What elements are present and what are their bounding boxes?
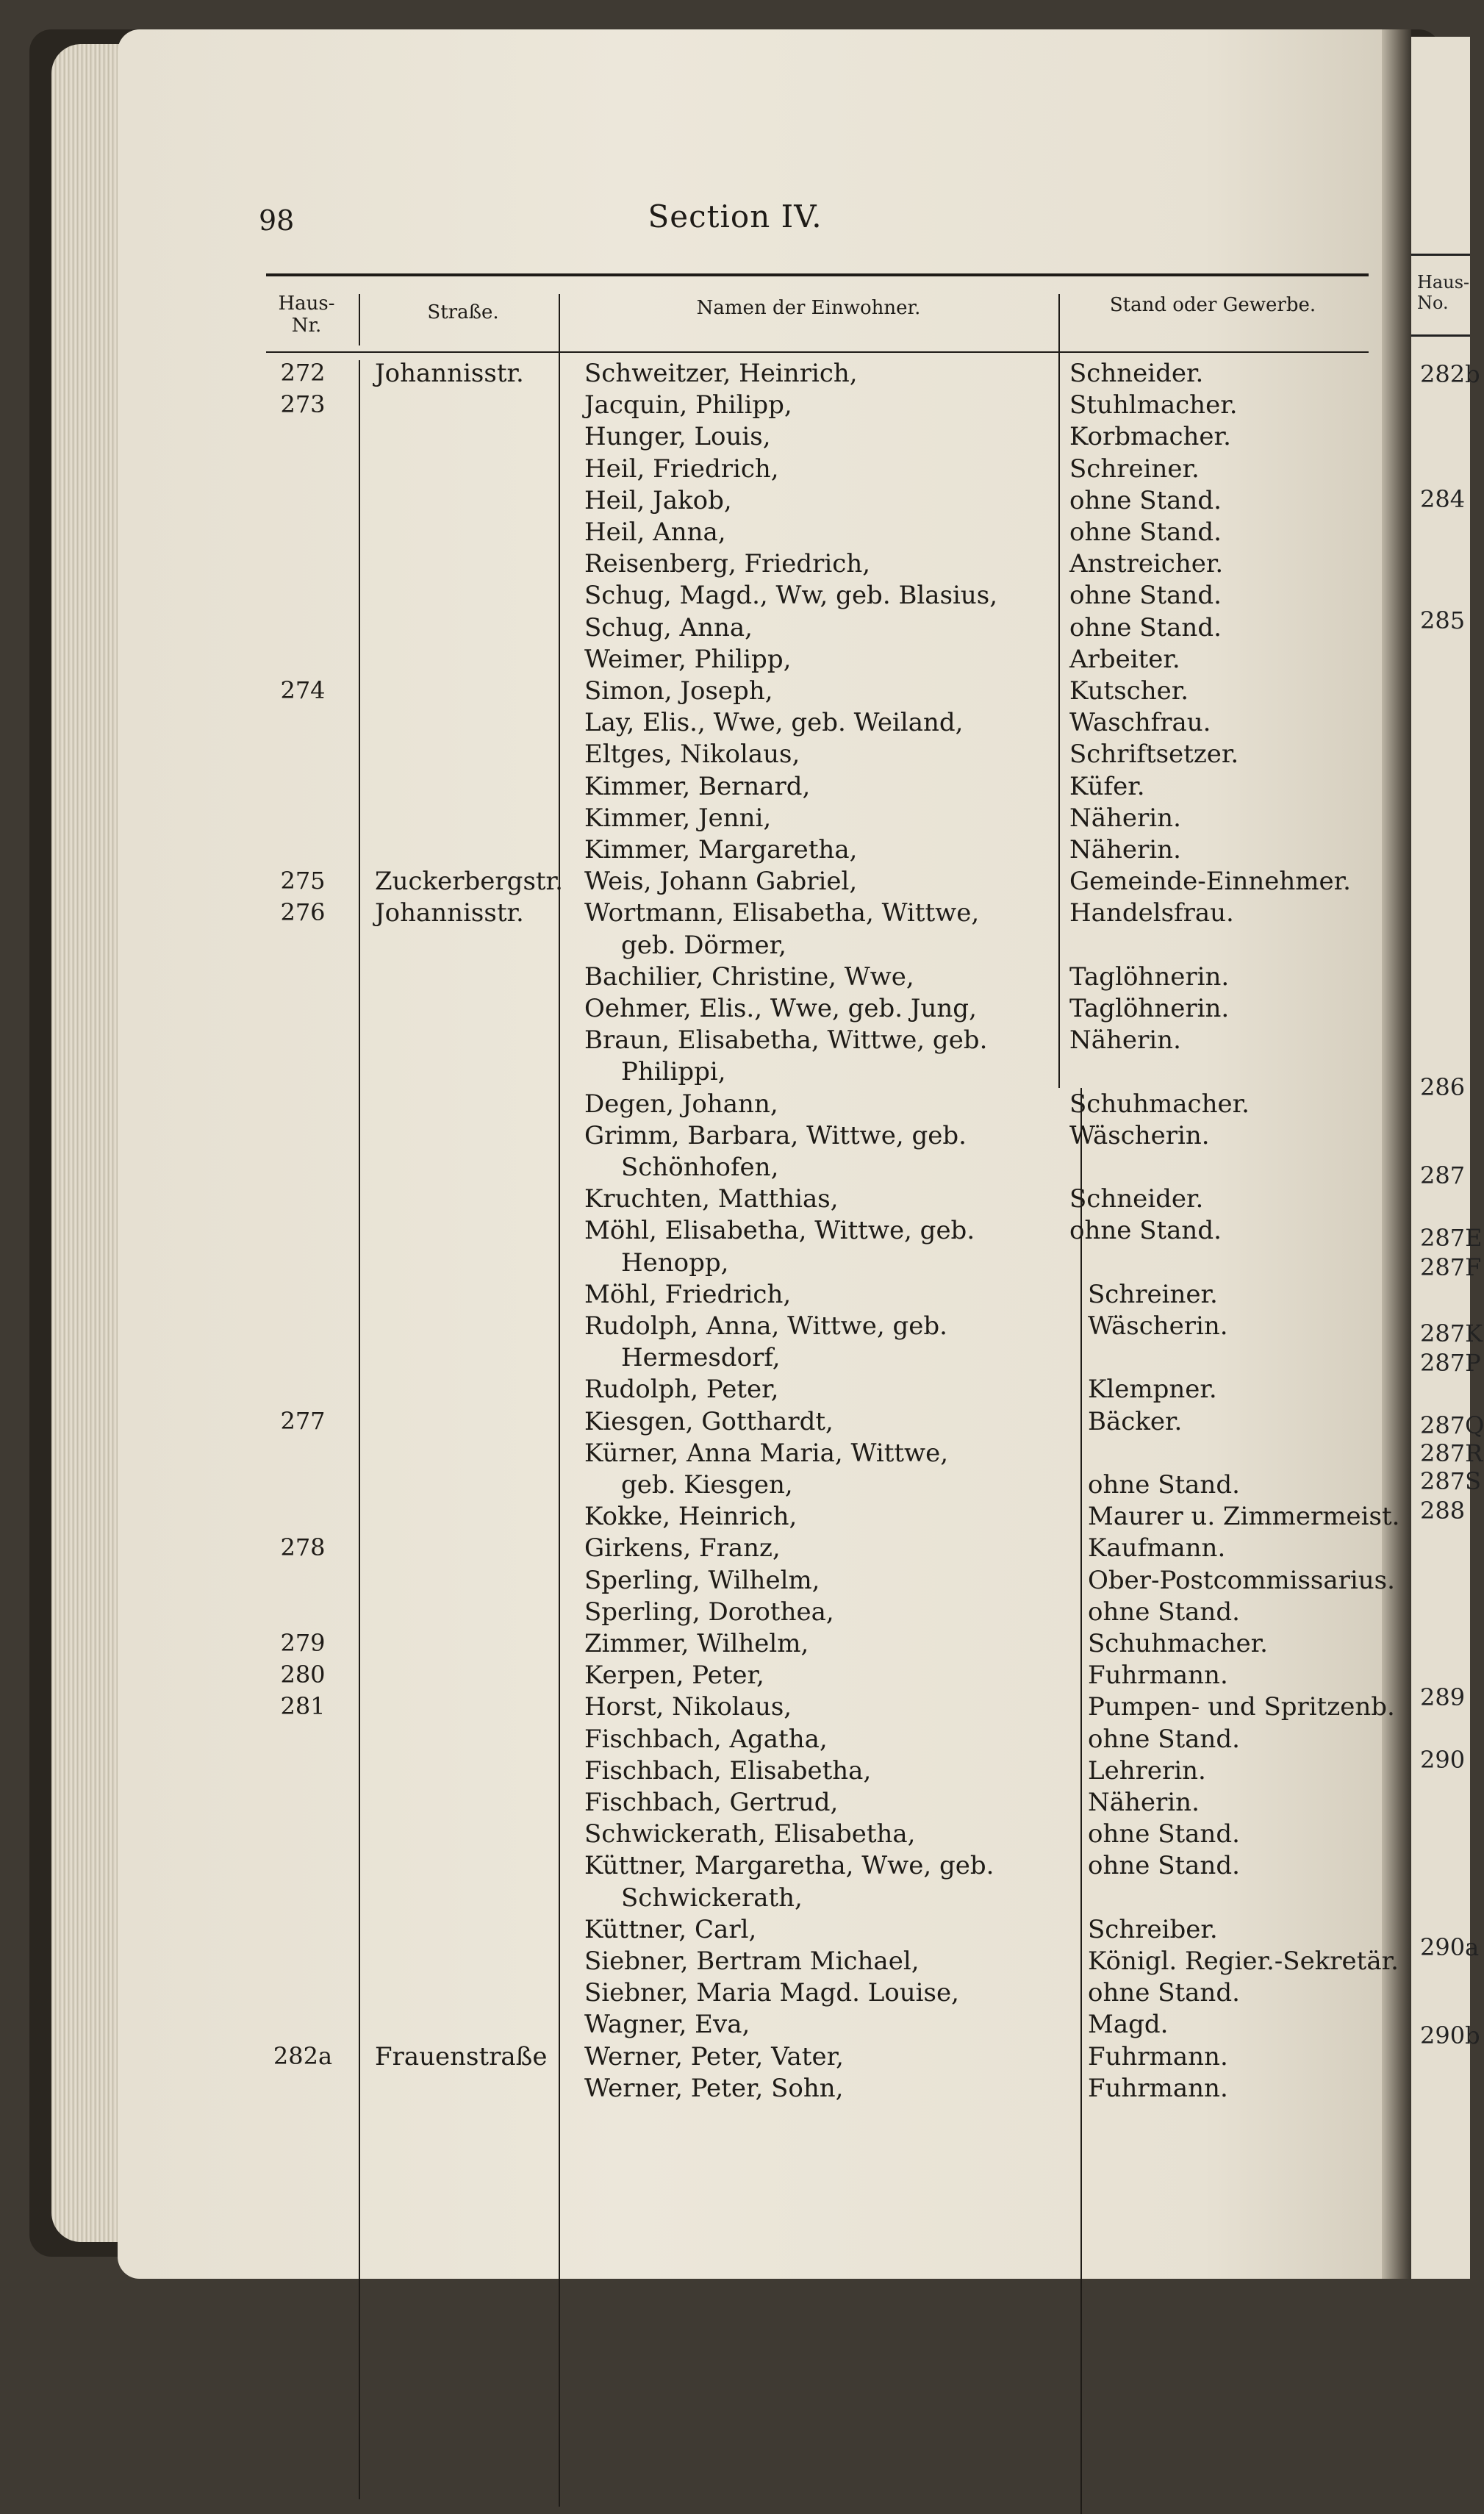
next-page-house-number: 287P (1420, 1349, 1481, 1377)
next-page-house-number: 282b (1420, 360, 1480, 388)
occupation: Schriftsetzer. (1069, 739, 1239, 770)
occupation: Kutscher. (1069, 676, 1189, 706)
resident-name: Oehmer, Elis., Wwe, geb. Jung, (584, 994, 977, 1023)
resident-name: Schönhofen, (621, 1153, 779, 1182)
header-house-nr: Haus- Nr. (278, 293, 335, 337)
occupation: Taglöhnerin. (1069, 994, 1230, 1023)
resident-name: Kruchten, Matthias, (584, 1184, 839, 1214)
resident-name: Kerpen, Peter, (584, 1661, 764, 1691)
resident-name: Girkens, Franz, (584, 1533, 781, 1564)
resident-name: Siebner, Bertram Michael, (584, 1947, 920, 1976)
resident-name: Sperling, Wilhelm, (584, 1565, 820, 1595)
resident-name: Schug, Magd., Ww, geb. Blasius, (584, 581, 998, 611)
next-page-house-number: 287K (1420, 1319, 1483, 1347)
occupation: Waschfrau. (1069, 708, 1211, 738)
resident-name: Degen, Johann, (584, 1089, 778, 1119)
occupation: Lehrerin. (1088, 1755, 1206, 1786)
next-page-house-number: 287R (1420, 1439, 1483, 1467)
street-name: Johannisstr. (375, 359, 524, 388)
street-name: Zuckerbergstr. (375, 867, 563, 897)
occupation: Schreiner. (1069, 454, 1200, 484)
occupation: Wäscherin. (1069, 1120, 1210, 1150)
header-street: Straße. (427, 301, 499, 323)
occupation: Ober-Postcommissarius. (1088, 1565, 1395, 1595)
resident-name: Fischbach, Gertrud, (584, 1788, 839, 1817)
resident-name: Hunger, Louis, (584, 422, 771, 452)
resident-name: Heil, Friedrich, (584, 454, 779, 484)
occupation: Wäscherin. (1088, 1311, 1228, 1341)
resident-name: Kimmer, Bernard, (584, 771, 811, 801)
resident-name: Wortmann, Elisabetha, Wittwe, (584, 898, 980, 928)
resident-name: Braun, Elisabetha, Wittwe, geb. (584, 1025, 988, 1056)
occupation: Bäcker. (1088, 1406, 1183, 1436)
occupation: Näherin. (1088, 1788, 1200, 1817)
occupation: Arbeiter. (1069, 644, 1180, 674)
occupation: Magd. (1088, 2010, 1169, 2040)
resident-name: Wagner, Eva, (584, 2010, 750, 2040)
house-number: 281 (280, 1692, 326, 1721)
next-page-house-number: 287 (1420, 1161, 1466, 1189)
occupation: Schneider. (1069, 359, 1204, 388)
resident-name: Werner, Peter, Sohn, (584, 2073, 844, 2103)
next-page-house-number: 290 (1420, 1746, 1466, 1774)
occupation: Näherin. (1069, 835, 1181, 864)
next-page-header: Haus- No. (1417, 272, 1470, 313)
page-number: 98 (259, 204, 295, 237)
resident-name: Küttner, Carl, (584, 1914, 757, 1944)
resident-name: Siebner, Maria Magd. Louise, (584, 1978, 959, 2008)
occupation: Schreiber. (1088, 1914, 1218, 1944)
occupation: Maurer u. Zimmermeist. (1088, 1502, 1400, 1532)
resident-name: Weis, Johann Gabriel, (584, 867, 858, 897)
occupation: ohne Stand. (1088, 1724, 1240, 1754)
occupation: Stuhlmacher. (1069, 390, 1238, 420)
next-page-house-number: 285 (1420, 606, 1466, 634)
next-page-house-number: 287F (1420, 1253, 1482, 1281)
divider-nr-street-header (359, 294, 360, 345)
occupation: Schneider. (1069, 1184, 1204, 1214)
resident-name: Zimmer, Wilhelm, (584, 1629, 809, 1658)
divider-nr-street (359, 360, 360, 2499)
occupation: Küfer. (1069, 771, 1145, 801)
occupation: Königl. Regier.-Sekretär. (1088, 1947, 1399, 1976)
occupation: ohne Stand. (1069, 581, 1222, 611)
house-number: 278 (280, 1533, 326, 1562)
header-rule (266, 351, 1369, 353)
next-page-house-number: 284 (1420, 485, 1466, 513)
resident-name: Henopp, (621, 1247, 729, 1278)
house-number: 276 (280, 898, 326, 927)
occupation: Gemeinde-Einnehmer. (1069, 867, 1351, 897)
house-number: 274 (280, 676, 326, 704)
occupation: Anstreicher. (1069, 549, 1224, 579)
occupation: Taglöhnerin. (1069, 961, 1230, 992)
occupation: Korbmacher. (1069, 422, 1231, 452)
resident-name: Rudolph, Peter, (584, 1375, 779, 1405)
resident-name: Philippi, (621, 1057, 726, 1087)
resident-name: Fischbach, Agatha, (584, 1724, 828, 1754)
occupation: Handelsfrau. (1069, 898, 1234, 928)
house-number: 282a (273, 2041, 333, 2070)
next-page-house-number: 288 (1420, 1497, 1466, 1525)
next-page-house-number: 287E (1420, 1224, 1483, 1252)
occupation: ohne Stand. (1069, 485, 1222, 515)
occupation: Näherin. (1069, 803, 1181, 833)
occupation: ohne Stand. (1088, 1597, 1240, 1627)
section-title: Section IV. (648, 198, 822, 234)
next-page-house-number: 290a (1420, 1933, 1480, 1961)
resident-name: Weimer, Philipp, (584, 644, 792, 674)
occupation: ohne Stand. (1088, 1978, 1240, 2008)
resident-name: Rudolph, Anna, Wittwe, geb. (584, 1311, 947, 1341)
resident-name: Möhl, Friedrich, (584, 1279, 792, 1309)
resident-name: Werner, Peter, Vater, (584, 2041, 844, 2071)
resident-name: Schwickerath, (621, 1883, 803, 1913)
occupation: ohne Stand. (1069, 518, 1222, 547)
resident-name: Kimmer, Jenni, (584, 803, 772, 833)
occupation: ohne Stand. (1069, 1216, 1222, 1246)
street-name: Johannisstr. (375, 898, 524, 928)
resident-name: Fischbach, Elisabetha, (584, 1755, 872, 1786)
next-page-house-number: 290b (1420, 2021, 1480, 2049)
resident-name: Sperling, Dorothea, (584, 1597, 834, 1627)
next-page-house-number: 289 (1420, 1683, 1466, 1711)
house-number: 280 (280, 1661, 326, 1689)
next-page-house-number: 287Q (1420, 1411, 1484, 1439)
resident-name: Schug, Anna, (584, 612, 753, 642)
occupation: ohne Stand. (1088, 1470, 1240, 1500)
occupation: Klempner. (1088, 1375, 1217, 1405)
occupation: ohne Stand. (1088, 1851, 1240, 1881)
top-rule (266, 273, 1369, 276)
resident-name: geb. Kiesgen, (621, 1470, 793, 1500)
resident-name: Küttner, Margaretha, Wwe, geb. (584, 1851, 994, 1881)
resident-name: Kiesgen, Gotthardt, (584, 1406, 834, 1436)
header-names: Namen der Einwohner. (696, 297, 921, 319)
resident-name: geb. Dörmer, (621, 930, 786, 960)
resident-name: Schwickerath, Elisabetha, (584, 1819, 916, 1849)
divider-street-names (559, 294, 560, 2507)
occupation: Pumpen- und Spritzenb. (1088, 1692, 1395, 1722)
resident-name: Eltges, Nikolaus, (584, 739, 800, 770)
occupation: Fuhrmann. (1088, 1661, 1228, 1691)
resident-name: Kürner, Anna Maria, Wittwe, (584, 1438, 949, 1468)
divider-names-occupation-lower (1080, 1088, 1082, 2514)
resident-name: Jacquin, Philipp, (584, 390, 792, 420)
resident-name: Möhl, Elisabetha, Wittwe, geb. (584, 1216, 975, 1246)
occupation: Fuhrmann. (1088, 2041, 1228, 2071)
occupation: Schreiner. (1088, 1279, 1218, 1309)
house-number: 275 (280, 867, 326, 895)
next-page-house-number: 287S (1420, 1467, 1481, 1495)
resident-name: Reisenberg, Friedrich, (584, 549, 871, 579)
next-page-house-number: 286 (1420, 1073, 1466, 1101)
occupation: ohne Stand. (1088, 1819, 1240, 1849)
resident-name: Kimmer, Margaretha, (584, 835, 858, 864)
resident-name: Heil, Anna, (584, 518, 726, 547)
resident-name: Simon, Joseph, (584, 676, 773, 706)
house-number: 273 (280, 390, 326, 419)
resident-name: Horst, Nikolaus, (584, 1692, 792, 1722)
occupation: Schuhmacher. (1069, 1089, 1250, 1119)
house-number: 272 (280, 359, 326, 387)
resident-name: Hermesdorf, (621, 1343, 781, 1373)
house-number: 279 (280, 1629, 326, 1657)
occupation: Schuhmacher. (1088, 1629, 1268, 1658)
resident-name: Lay, Elis., Wwe, geb. Weiland, (584, 708, 964, 738)
street-name: Frauenstraße (375, 2041, 548, 2071)
resident-name: Heil, Jakob, (584, 485, 732, 515)
divider-names-occupation (1058, 353, 1060, 1088)
resident-name: Grimm, Barbara, Wittwe, geb. (584, 1120, 967, 1150)
occupation: Fuhrmann. (1088, 2073, 1228, 2103)
occupation: ohne Stand. (1069, 612, 1222, 642)
occupation: Näherin. (1069, 1025, 1181, 1056)
occupation: Kaufmann. (1088, 1533, 1226, 1564)
divider-names-occupation-header (1058, 294, 1060, 353)
resident-name: Schweitzer, Heinrich, (584, 359, 858, 388)
resident-name: Bachilier, Christine, Wwe, (584, 961, 914, 992)
house-number: 277 (280, 1406, 326, 1435)
header-occupation: Stand oder Gewerbe. (1109, 294, 1316, 316)
resident-name: Kokke, Heinrich, (584, 1502, 797, 1532)
